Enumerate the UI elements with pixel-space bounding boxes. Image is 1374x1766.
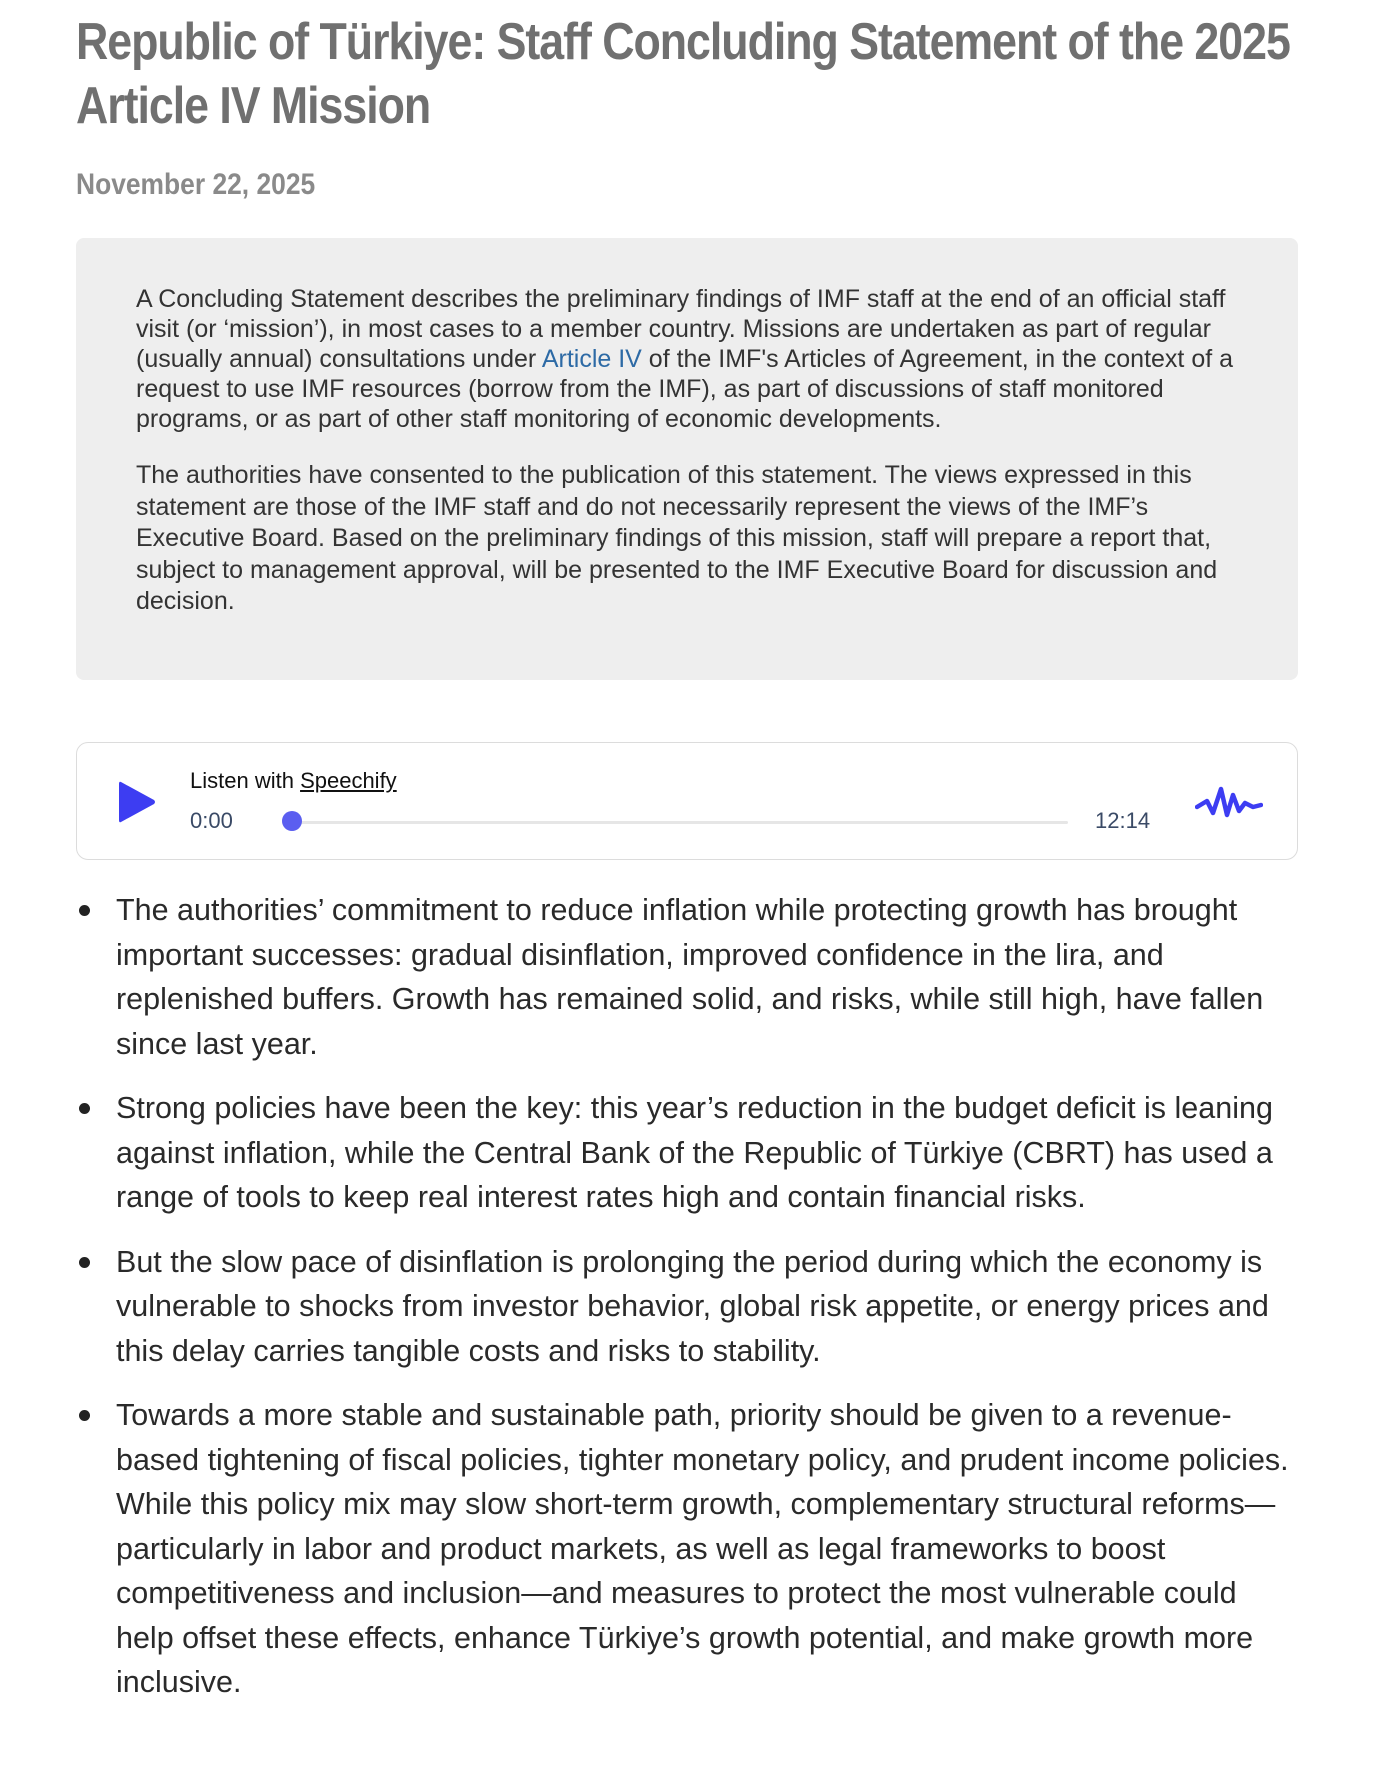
- article-iv-link[interactable]: Article IV: [541, 345, 642, 373]
- speechify-wave-icon[interactable]: [1195, 783, 1263, 821]
- current-time: 0:00: [190, 808, 233, 833]
- list-item: [76, 1086, 1298, 1220]
- listen-prefix: Listen with: [190, 768, 301, 793]
- disclaimer-text-after-link: of the IMF's Articles of Agreement, in the context of a request to use IMF resources (borrow from the IMF), as part of discussions of staff monitored programs, or as part of other staff monitoring of economic developments.: [136, 345, 1234, 433]
- list-item: [76, 1393, 1298, 1705]
- play-icon[interactable]: [117, 779, 157, 825]
- speechify-audio-player: [76, 742, 1298, 860]
- disclaimer-text-before-link: A Concluding Statement describes the preliminary findings of IMF staff at the end of an official staff visit (or ‘mission’), in most cases to a member country. Missions are undertaken as part of regular (usually annual) consultations under: [136, 285, 1226, 373]
- list-item-text: Strong policies have been the key: this year’s reduction in the budget deficit is leaning against inflation, while the Central Bank of the Republic of Türkiye (CBRT) has used a range of tools to keep real interest rates high and contain financial risks.: [116, 1091, 1273, 1214]
- list-item: [76, 888, 1298, 1066]
- disclaimer-paragraph-1: [136, 284, 1238, 434]
- page-title: Republic of Türkiye: Staff Concluding Statement of the 2025 Article IV Mission: [76, 13, 1290, 135]
- list-item: [76, 1240, 1298, 1374]
- listen-with-label: [190, 767, 397, 795]
- bullet-dot-icon: [79, 905, 90, 916]
- list-item-text: The authorities’ commitment to reduce inflation while protecting growth has brought important successes: gradual disinflation, improved confidence in the lira, and replenished buffers. Growth has remained solid, and risks, while still high, have fallen since last year.: [116, 893, 1264, 1061]
- disclaimer-box: [76, 238, 1298, 680]
- bullet-dot-icon: [79, 1257, 90, 1268]
- disclaimer-paragraph-2: The authorities have consented to the publication of this statement. The views expressed in this statement are those of the IMF staff and do not necessarily represent the views of the IMF’s Executive Board. Based on the preliminary findings of this mission, staff will prepare a report that, subject to management approval, will be presented to the IMF Executive Board for discussion and decision.: [136, 461, 1218, 615]
- key-points-list: [76, 888, 1298, 1725]
- article: [76, 0, 1298, 1699]
- speechify-link[interactable]: Speechify: [300, 768, 397, 793]
- publish-date: November 22, 2025: [76, 168, 316, 201]
- bullet-dot-icon: [79, 1103, 90, 1114]
- list-item-text: Towards a more stable and sustainable path, priority should be given to a revenue-based tightening of fiscal policies, tighter monetary policy, and prudent income policies. While this policy mix may slow short-term growth, complementary structural reforms—particularly in labor and product markets, as well as legal frameworks to boost competitiveness and inclusion—and measures to protect the most vulnerable could help offset these effects, enhance Türkiye’s growth potential, and make growth more inclusive.: [116, 1398, 1289, 1699]
- bullet-dot-icon: [79, 1410, 90, 1421]
- progress-track[interactable]: [282, 821, 1068, 824]
- list-item-text: But the slow pace of disinflation is prolonging the period during which the economy is vulnerable to shocks from investor behavior, global risk appetite, or energy prices and this delay carries tangible costs and risks to stability.: [116, 1244, 1269, 1368]
- duration: 12:14: [1095, 808, 1151, 833]
- progress-thumb[interactable]: [282, 811, 302, 831]
